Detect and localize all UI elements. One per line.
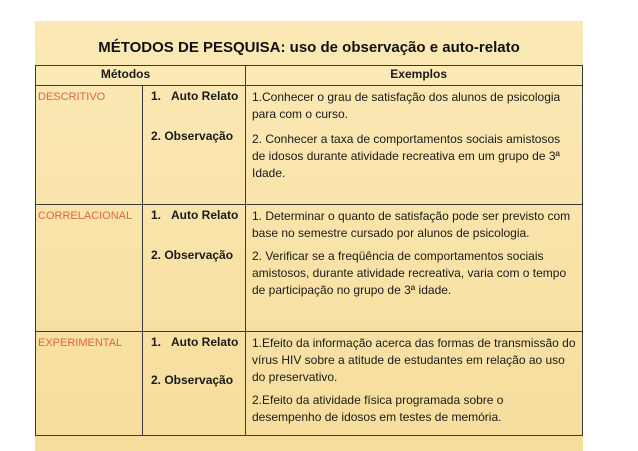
- table-header-row: [36, 66, 583, 86]
- example-item: 2.Efeito da atividade física programada sobre o desempenho de idosos em testes de memória.: [252, 393, 504, 424]
- method-name: EXPERIMENTAL: [36, 332, 143, 436]
- example-item: 1.Efeito da informação acerca das formas de transmissão do vírus HIV sobre a atitude de estudantes em relação ao uso do preservativo.: [252, 336, 576, 384]
- example-item: 2. Conhecer a taxa de comportamentos sociais amistosos de idosos durante atividade recreativa em um grupo de 3ª Idade.: [252, 132, 561, 180]
- table-row: [36, 205, 583, 332]
- examples-cell: [246, 86, 583, 205]
- method-kinds: [143, 332, 246, 436]
- method-kinds: [143, 205, 246, 332]
- example-item: 2. Verificar se a freqüência de comportamentos sociais amistosos, durante atividade recreativa, varia com o tempo de participação no grupo de 3ª idade.: [252, 249, 567, 297]
- slide: [35, 21, 583, 451]
- method-name: CORRELACIONAL: [36, 205, 143, 332]
- examples-cell: [246, 332, 583, 436]
- method-kinds: [143, 86, 246, 205]
- slide-title: MÉTODOS DE PESQUISA: uso de observação e auto-relato: [98, 39, 520, 56]
- kind-observation: 2. Observação: [151, 248, 234, 262]
- example-item: 1. Determinar o quanto de satisfação pode ser previsto com base no semestre cursado por alunos de psicologia.: [252, 209, 571, 240]
- table-row: [36, 86, 583, 205]
- kind-self-report: 1. Auto Relato: [151, 335, 239, 349]
- example-item: 1.Conhecer o grau de satisfação dos alunos de psicologia para com o curso.: [252, 90, 561, 121]
- header-methods: Métodos: [36, 66, 246, 86]
- examples-cell: [246, 205, 583, 332]
- header-examples: Exemplos: [246, 66, 583, 86]
- methods-table: [35, 65, 583, 436]
- kind-observation: 2. Observação: [151, 129, 234, 143]
- method-name: DESCRITIVO: [36, 86, 143, 205]
- table-row: [36, 332, 583, 436]
- kind-self-report: 1. Auto Relato: [151, 89, 239, 103]
- kind-self-report: 1. Auto Relato: [151, 208, 239, 222]
- kind-observation: 2. Observação: [151, 373, 234, 387]
